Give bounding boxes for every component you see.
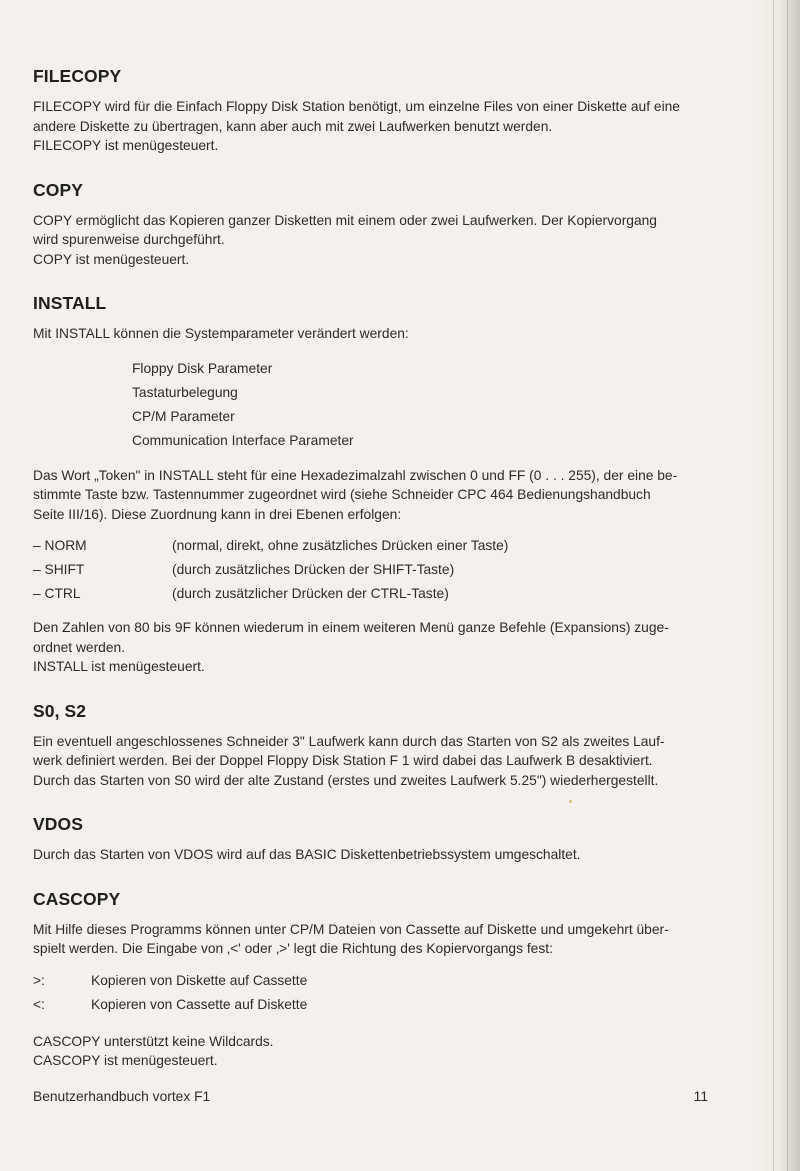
level-description: (durch zusätzliches Drücken der SHIFT-Taste) (172, 562, 455, 577)
section-vdos (33, 814, 713, 865)
page-gutter-shadow (756, 0, 800, 1171)
paragraph-line: FILECOPY wird für die Einfach Floppy Disk Station benötigt, um einzelne Files von einer Diskette auf eine (33, 99, 680, 114)
level-description: (normal, direkt, ohne zusätzliches Drücken einer Taste) (172, 538, 509, 553)
paragraph-line: werk definiert werden. Bei der Doppel Floppy Disk Station F 1 wird dabei das Laufwerk B desaktiviert. (33, 753, 653, 768)
paragraph-line: INSTALL ist menügesteuert. (33, 659, 205, 674)
paragraph-line: stimmte Taste bzw. Tastennummer zugeordnet wird (siehe Schneider CPC 464 Bedienungshandbuch (33, 487, 651, 502)
paragraph-line: Mit Hilfe dieses Programms können unter CP/M Dateien von Cassette auf Diskette und umgekehrt über- (33, 921, 669, 937)
paragraph-line: wird spurenweise durchgeführt. (33, 232, 225, 247)
paragraph-line: Durch das Starten von S0 wird der alte Zustand (erstes und zweites Laufwerk 5.25") wiederhergestellt. (33, 772, 659, 788)
level-key: – SHIFT (33, 562, 85, 577)
list-item: Floppy Disk Parameter (132, 360, 273, 376)
paragraph-line: Ein eventuell angeschlossenes Schneider 3" Laufwerk kann durch das Starten von S2 als zweites Lauf- (33, 733, 665, 749)
section-heading: CASCOPY (33, 888, 121, 909)
direction-row (33, 969, 713, 993)
level-key: – NORM (33, 538, 87, 553)
paragraph-line: Durch das Starten von VDOS wird auf das BASIC Diskettenbetriebssystem umgeschaltet. (33, 847, 581, 862)
parameter-list (33, 357, 713, 453)
paragraph-line: CASCOPY ist menügesteuert. (33, 1053, 218, 1068)
direction-row (33, 993, 713, 1017)
level-row (33, 582, 713, 606)
direction-key: <: (33, 996, 45, 1012)
list-item: CP/M Parameter (132, 408, 235, 424)
level-key: – CTRL (33, 586, 81, 601)
list-item: Communication Interface Parameter (132, 432, 354, 448)
section-cascopy (33, 889, 713, 1071)
direction-description: Kopieren von Diskette auf Cassette (91, 972, 308, 988)
paragraph-line: COPY ist menügesteuert. (33, 251, 190, 267)
paragraph-line: Das Wort „Token" in INSTALL steht für eine Hexadezimalzahl zwischen 0 und FF (0 . . . 255), der eine be- (33, 467, 678, 483)
level-description: (durch zusätzlicher Drücken der CTRL-Taste) (172, 586, 449, 601)
paragraph-line: Mit INSTALL können die Systemparameter verändert werden: (33, 326, 409, 341)
footer-title: Benutzerhandbuch vortex F1 (33, 1089, 211, 1104)
section-install (33, 293, 713, 677)
section-heading: VDOS (33, 814, 83, 834)
manual-page (33, 66, 713, 1095)
paragraph-line: CASCOPY unterstützt keine Wildcards. (33, 1033, 274, 1049)
paragraph-line: Seite III/16). Diese Zuordnung kann in drei Ebenen erfolgen: (33, 506, 402, 522)
section-s0-s2 (33, 701, 713, 791)
level-row (33, 534, 713, 558)
gutter-edge-line (787, 0, 788, 1171)
paragraph-line: spielt werden. Die Eingabe von ‚<' oder ‚>' legt die Richtung des Kopiervorgangs fest: (33, 941, 553, 956)
section-heading: FILECOPY (33, 66, 122, 86)
list-item: Tastaturbelegung (132, 384, 238, 400)
page-footer (33, 1089, 708, 1104)
page-number: 11 (693, 1089, 708, 1104)
section-heading: COPY (33, 179, 83, 200)
paragraph-line: andere Diskette zu übertragen, kann aber auch mit zwei Laufwerken benutzt werden. (33, 118, 553, 134)
level-row (33, 558, 713, 582)
gutter-fold-line (773, 0, 774, 1171)
direction-key: >: (33, 972, 45, 988)
paper-speck (569, 800, 572, 803)
direction-description: Kopieren von Cassette auf Diskette (91, 996, 308, 1012)
section-heading: INSTALL (33, 293, 107, 313)
section-copy (33, 180, 713, 270)
paragraph-line: FILECOPY ist menügesteuert. (33, 138, 219, 153)
paragraph-line: ordnet werden. (33, 639, 126, 655)
section-filecopy (33, 66, 713, 156)
paragraph-line: COPY ermöglicht das Kopieren ganzer Disketten mit einem oder zwei Laufwerken. Der Kopiervorgang (33, 212, 657, 228)
section-heading: S0, S2 (33, 700, 87, 721)
paragraph-line: Den Zahlen von 80 bis 9F können wiederum in einem weiteren Menü ganze Befehle (Expansions) zuge- (33, 620, 669, 635)
